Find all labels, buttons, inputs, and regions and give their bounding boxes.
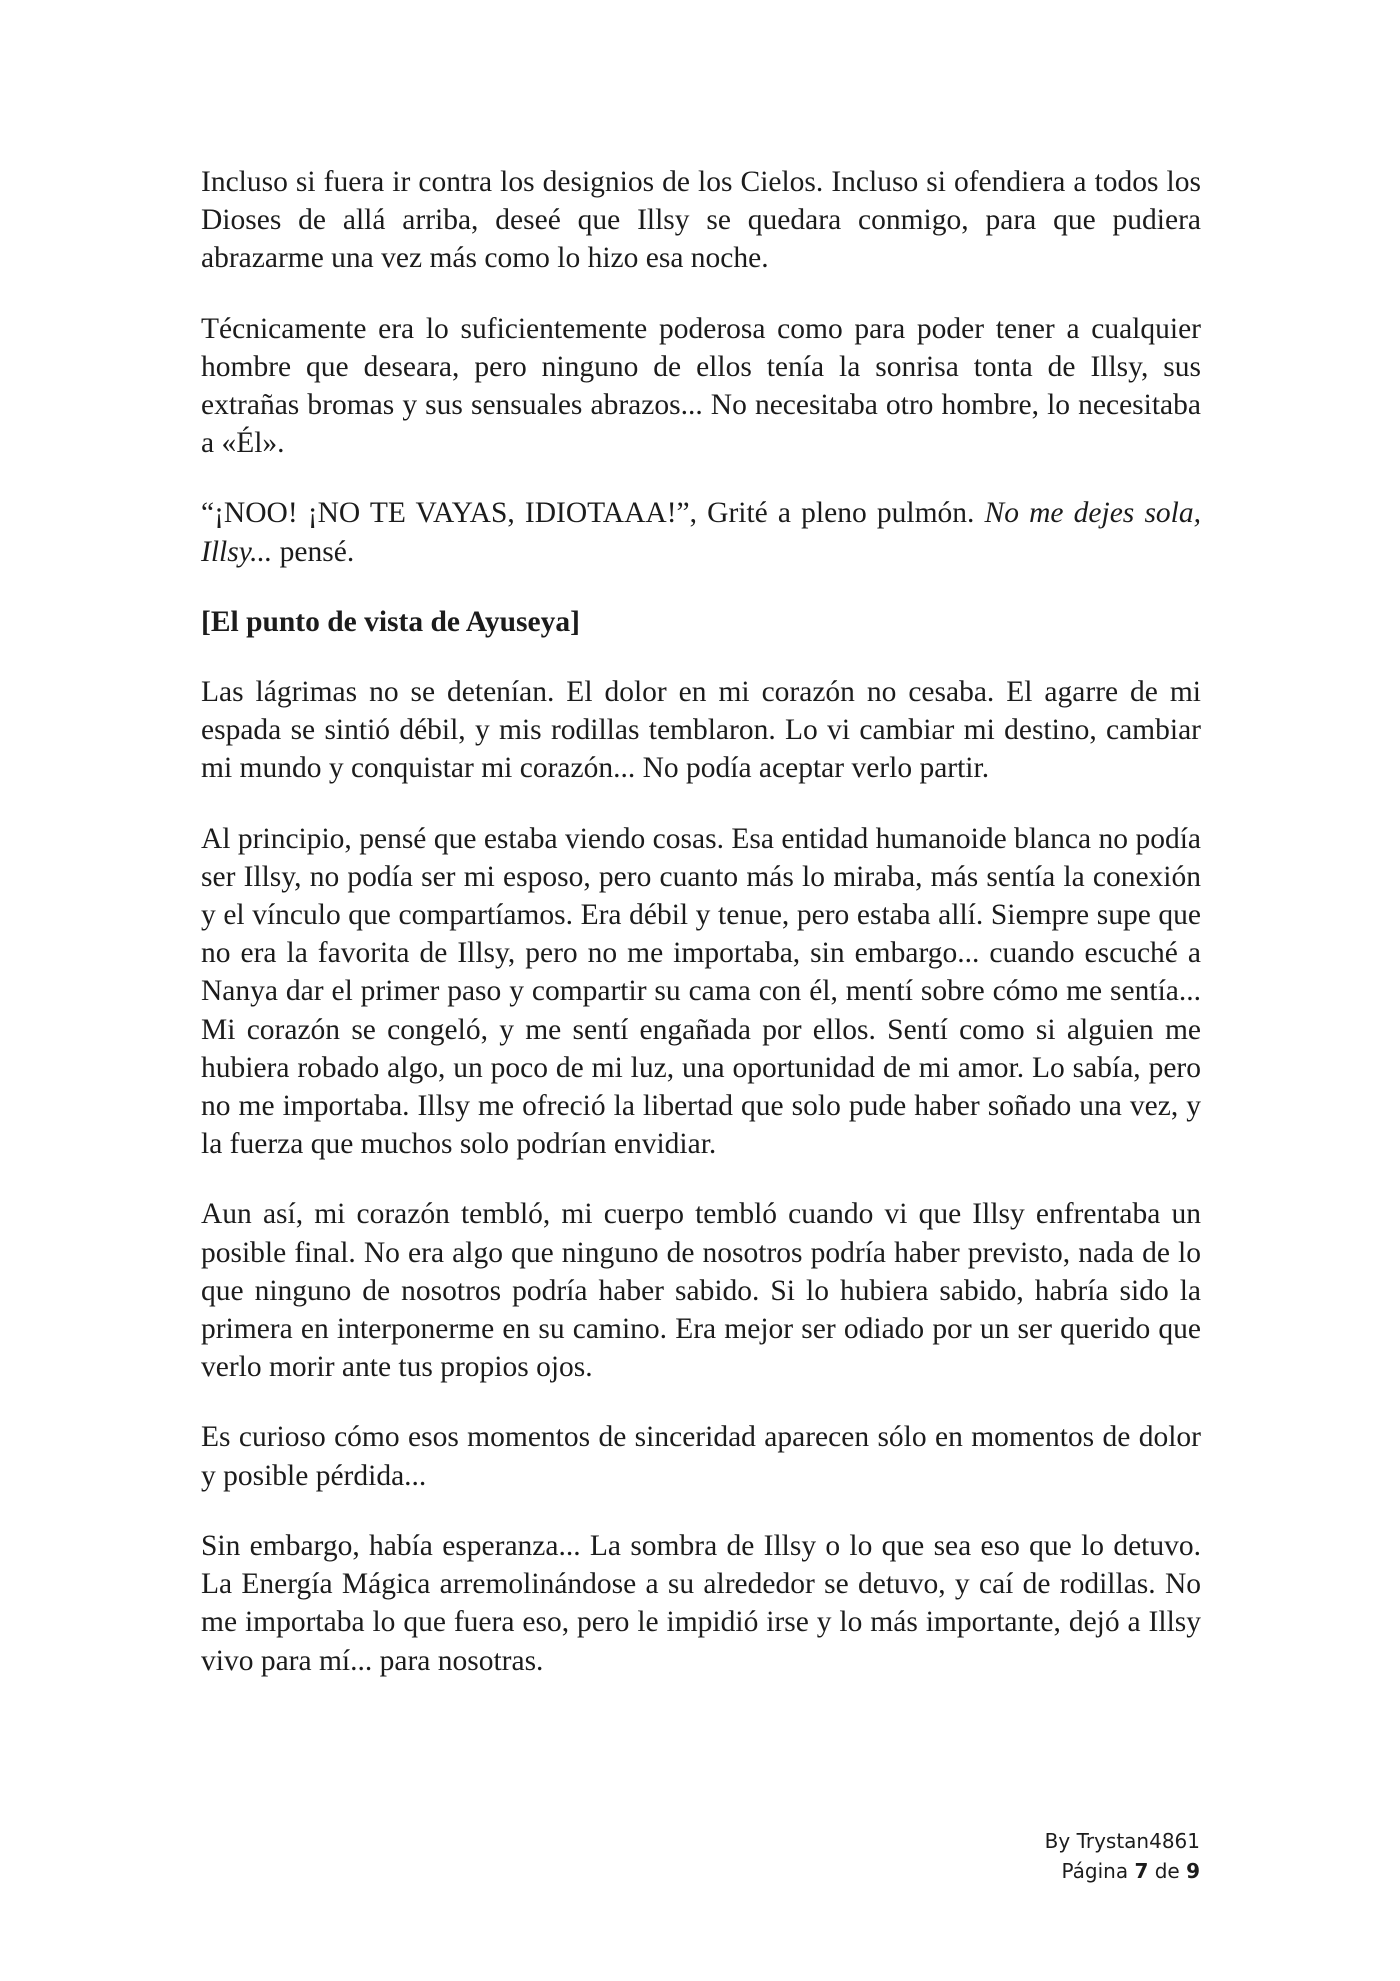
- paragraph-6: Aun así, mi corazón tembló, mi cuerpo tembló cuando vi que Illsy enfrentaba un posible final. No era algo que ninguno de nosotros podría haber previsto, nada de lo que ninguno de nosotros podría haber sabido. Si lo hubiera sabido, habría sido la primera en interponerme en su camino. Era mejor ser odiado por un ser querido que verlo morir ante tus propios ojos.: [201, 1198, 1201, 1384]
- paragraph-4: Las lágrimas no se detenían. El dolor en mi corazón no cesaba. El agarre de mi espada se sintió débil, y mis rodillas temblaron. Lo vi cambiar mi destino, cambiar mi mundo y conquistar mi corazón... No podía aceptar verlo partir.: [201, 676, 1201, 785]
- paragraph-1: Incluso si fuera ir contra los designios de los Cielos. Incluso si ofendiera a todos los Dioses de allá arriba, deseé que Illsy se quedara conmigo, para que pudiera abrazarme una vez más como lo hizo esa noche.: [201, 166, 1201, 275]
- document-body: [201, 163, 1201, 1712]
- footer-page-number: [1045, 1856, 1200, 1886]
- paragraph-7: Es curioso cómo esos momentos de sinceridad aparecen sólo en momentos de dolor y posible pérdida...: [201, 1421, 1201, 1492]
- paragraph-8: Sin embargo, había esperanza... La sombra de Illsy o lo que sea eso que lo detuvo. La Energía Mágica arremolinándose a su alrededor se detuvo, y caí de rodillas. No me importaba lo que fuera eso, pero le impidió irse y lo más importante, dejó a Illsy vivo para mí... para nosotras.: [201, 1529, 1201, 1677]
- paragraph-3-end: pensé.: [272, 535, 355, 568]
- paragraph-3-thought: No me dejes sola, Illsy...: [201, 497, 1201, 568]
- paragraph-3-dialogue: “¡NOO! ¡NO TE VAYAS, IDIOTAAA!”, Grité a pleno pulmón.: [201, 497, 985, 530]
- section-heading: [El punto de vista de Ayuseya]: [201, 605, 580, 638]
- page-prefix: Página: [1061, 1859, 1135, 1883]
- paragraph-5: Al principio, pensé que estaba viendo cosas. Esa entidad humanoide blanca no podía ser Illsy, no podía ser mi esposo, pero cuanto más lo miraba, más sentía la conexión y el vínculo que compartíamos. Era débil y tenue, pero estaba allí. Siempre supe que no era la favorita de Illsy, pero no me importaba, sin embargo... cuando escuché a Nanya dar el primer paso y compartir su cama con él, mentí sobre cómo me sentía... Mi corazón se congeló, y me sentí engañada por ellos. Sentí como si alguien me hubiera robado algo, un poco de mi luz, una oportunidad de mi amor. Lo sabía, pero no me importaba. Illsy me ofreció la libertad que solo pude haber soñado una vez, y la fuerza que muchos solo podrían envidiar.: [201, 822, 1201, 1161]
- page-current: 7: [1134, 1859, 1149, 1883]
- page-footer: [1045, 1826, 1200, 1886]
- page-separator: de: [1148, 1859, 1187, 1883]
- paragraph-3: [201, 494, 1201, 570]
- paragraph-2: Técnicamente era lo suficientemente poderosa como para poder tener a cualquier hombre que deseara, pero ninguno de ellos tenía la sonrisa tonta de Illsy, sus extrañas bromas y sus sensuales abrazos... No necesitaba otro hombre, lo necesitaba a «Él».: [201, 312, 1201, 460]
- footer-author: By Trystan4861: [1044, 1829, 1200, 1853]
- page-total: 9: [1186, 1859, 1200, 1883]
